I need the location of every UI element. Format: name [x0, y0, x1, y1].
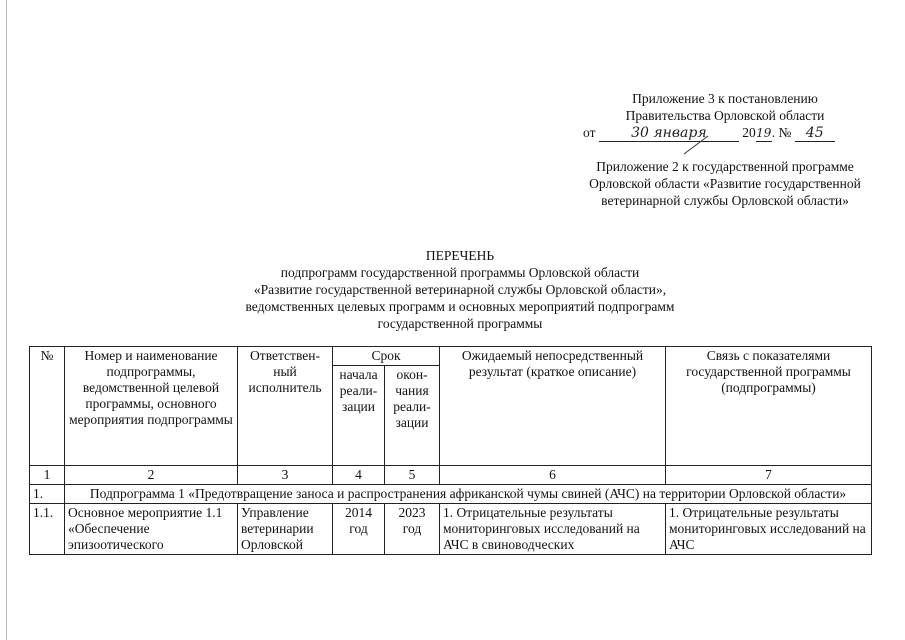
- column-number: 2: [65, 466, 238, 485]
- title-line5: государственной программы: [377, 316, 543, 331]
- header-name: Номер и наименование подпрограммы, ведомственной целевой программы, основного мероприятия подпрограммы: [65, 347, 238, 466]
- column-number-row: [30, 466, 872, 485]
- header-responsible: Ответствен-ный исполнитель: [238, 347, 333, 466]
- document-title: [130, 247, 790, 332]
- title-line2: подпрограмм государственной программы Орловской области: [280, 265, 640, 280]
- header-link: Связь с показателями государственной программы (подпрограммы): [666, 347, 872, 466]
- title-line3: «Развитие государственной ветеринарной службы Орловской области»,: [253, 282, 667, 297]
- column-number: 7: [666, 466, 872, 485]
- header-end: окон-чания реали-зации: [385, 366, 440, 466]
- handwritten-date: 30 января: [599, 126, 739, 142]
- header-start: начала реали-зации: [333, 366, 385, 466]
- section-row: [30, 485, 872, 504]
- appendix2-line1: Приложение 2 к государственной программе: [596, 159, 854, 174]
- section-title: Подпрограмма 1 «Предотвращение заноса и распространения африканской чумы свиней (АЧС) на территории Орловской области»: [65, 485, 872, 504]
- header-row-1: [30, 347, 872, 366]
- appendix2-line3: ветеринарной службы Орловской области»: [601, 193, 849, 208]
- date-number-line: от 30 января 2019. № 45: [583, 124, 883, 142]
- header-no: №: [30, 347, 65, 466]
- row-end: 2023 год: [385, 504, 440, 555]
- appendix3-line1: Приложение 3 к постановлению: [632, 91, 818, 106]
- programs-table: [29, 346, 872, 555]
- page-margin-line: [6, 0, 7, 640]
- year-prefix: 20: [742, 125, 756, 140]
- section-no: 1.: [30, 485, 65, 504]
- row-start: 2014 год: [333, 504, 385, 555]
- appendix2-block: [555, 158, 895, 209]
- pen-stroke-mark: [680, 134, 710, 156]
- number-prefix: №: [778, 125, 792, 140]
- row-name: Основное мероприятие 1.1 «Обеспечение эпизоотического: [65, 504, 238, 555]
- date-prefix: от: [583, 125, 596, 140]
- row-result: 1. Отрицательные результаты мониторинговых исследований на АЧС в свиноводческих: [440, 504, 666, 555]
- title-line4: ведомственных целевых программ и основных мероприятий подпрограмм: [245, 299, 675, 314]
- column-number: 3: [238, 466, 333, 485]
- column-number: 5: [385, 466, 440, 485]
- column-number: 6: [440, 466, 666, 485]
- row-link: 1. Отрицательные результаты мониторинговых исследований на АЧС: [666, 504, 872, 555]
- row-responsible: Управление ветеринарии Орловской: [238, 504, 333, 555]
- header-term: Срок: [333, 347, 440, 366]
- header-result: Ожидаемый непосредственный результат (краткое описание): [440, 347, 666, 466]
- appendix3-line2: Правительства Орловской области: [625, 108, 825, 123]
- table-row: [30, 504, 872, 555]
- column-number: 4: [333, 466, 385, 485]
- handwritten-number: 45: [795, 126, 835, 142]
- handwritten-year: 19: [756, 126, 772, 140]
- title-line1: ПЕРЕЧЕНЬ: [425, 248, 495, 263]
- appendix3-block: [560, 90, 890, 124]
- column-number: 1: [30, 466, 65, 485]
- appendix2-line2: Орловской области «Развитие государственной: [589, 176, 861, 191]
- row-no: 1.1.: [30, 504, 65, 555]
